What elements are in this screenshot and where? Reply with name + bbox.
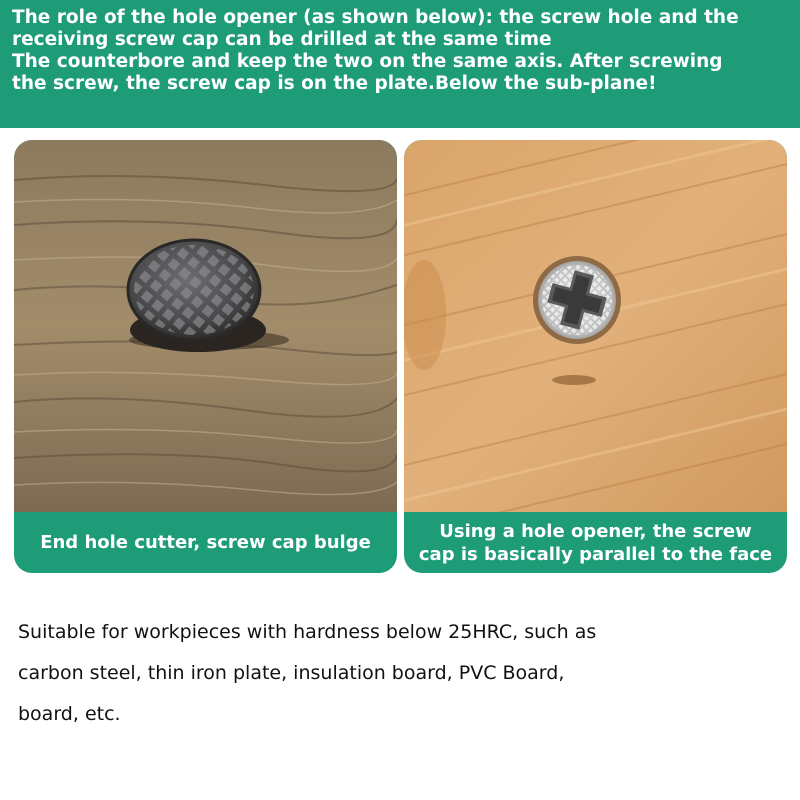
- header-line: The role of the hole opener (as shown below): the screw hole and the: [12, 7, 739, 28]
- description-line: carbon steel, thin iron plate, insulation board, PVC Board,: [18, 662, 565, 684]
- description-line: board, etc.: [18, 703, 121, 725]
- panel-caption: [404, 512, 787, 573]
- description-line: Suitable for workpieces with hardness below 25HRC, such as: [18, 621, 597, 643]
- panel-flush-screw: [404, 140, 787, 573]
- caption-line: Using a hole opener, the screw: [439, 520, 752, 542]
- header-line: the screw, the screw cap is on the plate.Below the sub-plane!: [12, 73, 657, 94]
- header-banner: [0, 0, 800, 128]
- photo-pine-board-screw: [404, 140, 787, 512]
- panel-bulging-screw: [14, 140, 397, 573]
- suitability-description: [18, 612, 778, 735]
- header-line: The counterbore and keep the two on the same axis. After screwing: [12, 51, 723, 72]
- photo-weathered-wood-screw: [14, 140, 397, 512]
- panel-caption: End hole cutter, screw cap bulge: [40, 532, 371, 553]
- header-line: receiving screw cap can be drilled at the same time: [12, 29, 552, 50]
- caption-line: cap is basically parallel to the face: [418, 543, 773, 565]
